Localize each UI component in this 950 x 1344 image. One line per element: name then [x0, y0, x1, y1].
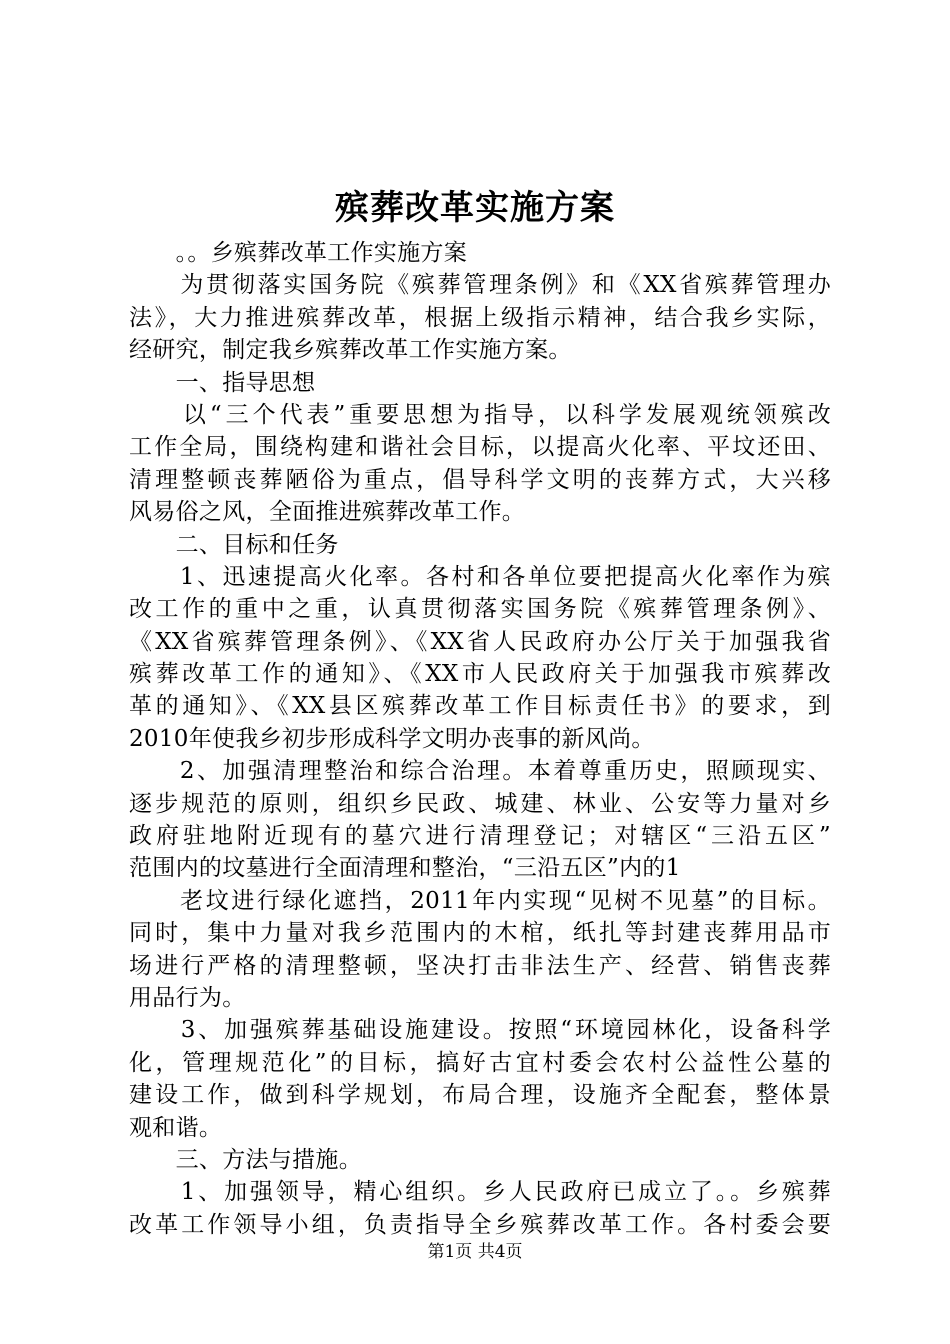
- body-line: 逐步规范的原则，组织乡民政、城建、林业、公安等力量对乡: [129, 790, 831, 817]
- body-line: 改工作的重中之重，认真贯彻落实国务院《殡葬管理条例》、: [129, 596, 831, 623]
- section-heading: 三、方法与措施。: [129, 1146, 362, 1173]
- body-line: 同时，集中力量对我乡范围内的木棺，纸扎等封建丧葬用品市: [129, 920, 831, 947]
- body-line: 为贯彻落实国务院《殡葬管理条例》和《XX省殡葬管理办: [129, 272, 831, 299]
- body-line: 老坟进行绿化遮挡，2011年内实现“见树不见墓”的目标。: [129, 887, 831, 914]
- body-line: 《XX省殡葬管理条例》、《XX省人民政府办公厅关于加强我省: [129, 628, 831, 655]
- body-line: 法》，大力推进殡葬改革，根据上级指示精神，结合我乡实际，: [129, 304, 831, 331]
- body-line: 经研究，制定我乡殡葬改革工作实施方案。: [129, 337, 572, 364]
- body-line: 殡葬改革工作的通知》、《XX市人民政府关于加强我市殡葬改: [129, 661, 831, 688]
- document-body: [129, 237, 831, 1241]
- body-line: 用品行为。: [129, 984, 246, 1011]
- body-line: 清理整顿丧葬陋俗为重点，倡导科学文明的丧葬方式，大兴移: [129, 466, 831, 493]
- body-line: 2、加强清理整治和综合治理。本着尊重历史，照顾现实、: [129, 758, 831, 785]
- body-line: 化，管理规范化”的目标，搞好古宜村委会农村公益性公墓的: [129, 1049, 831, 1076]
- body-line: 风易俗之风，全面推进殡葬改革工作。: [129, 499, 526, 526]
- page-number-footer: 第1页 共4页: [427, 1242, 523, 1262]
- document-title: 殡葬改革实施方案: [335, 188, 615, 228]
- body-line: 以“三个代表”重要思想为指导，以科学发展观统领殡改: [129, 401, 831, 428]
- body-line: 2010年使我乡初步形成科学文明办丧事的新风尚。: [129, 725, 655, 752]
- body-line: 建设工作，做到科学规划，布局合理，设施齐全配套，整体景: [129, 1082, 831, 1109]
- body-line: 1、加强领导，精心组织。乡人民政府已成立了。。乡殡葬: [129, 1179, 831, 1206]
- body-line: 政府驻地附近现有的墓穴进行清理登记；对辖区“三沿五区”: [129, 823, 831, 850]
- body-line: 改革工作领导小组，负责指导全乡殡葬改革工作。各村委会要: [129, 1211, 831, 1238]
- body-line: 观和谐。: [129, 1114, 223, 1141]
- body-line: 工作全局，围绕构建和谐社会目标，以提高火化率、平坟还田、: [129, 434, 831, 461]
- section-heading: 二、目标和任务: [129, 531, 339, 558]
- body-line: 革的通知》、《XX县区殡葬改革工作目标责任书》的要求，到: [129, 693, 831, 720]
- body-line: 3、加强殡葬基础设施建设。按照“环境园林化，设备科学: [129, 1017, 831, 1044]
- body-line: 范围内的坟墓进行全面清理和整治，“三沿五区”内的1: [129, 855, 681, 882]
- body-line: 1、迅速提高火化率。各村和各单位要把提高火化率作为殡: [129, 563, 831, 590]
- section-heading: 一、指导思想: [129, 369, 316, 396]
- body-line: 场进行严格的清理整顿，坚决打击非法生产、经营、销售丧葬: [129, 952, 831, 979]
- body-line: 。。乡殡葬改革工作实施方案: [129, 240, 467, 266]
